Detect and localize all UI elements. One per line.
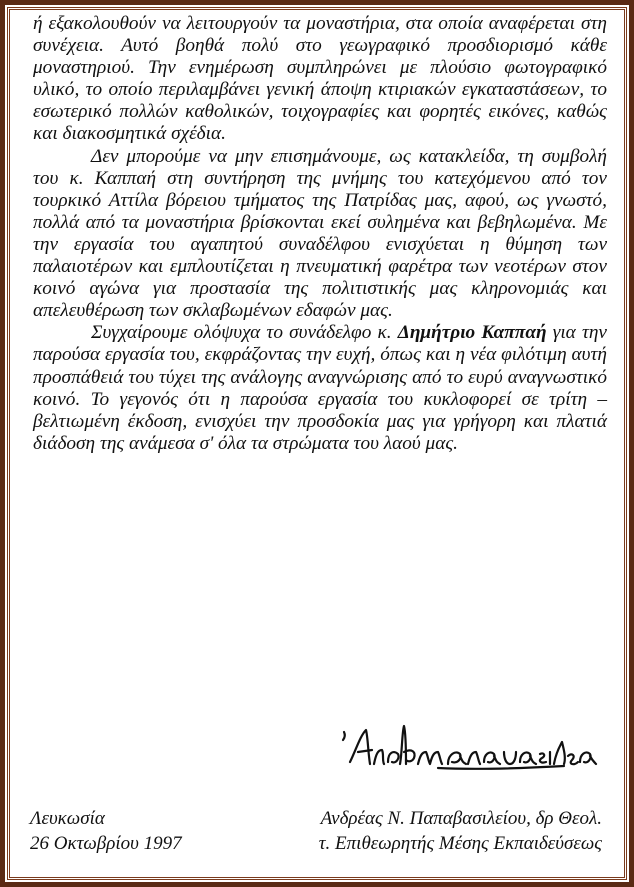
footer-place: Λευκωσία (30, 808, 105, 829)
footer-place-date (30, 806, 182, 856)
paragraph-3 (33, 322, 607, 455)
honoree-name: Δημήτριο Καππαή (397, 322, 547, 344)
handwritten-signature (338, 722, 600, 780)
paragraph-3-rest: για την παρούσα εργασία του, εκφράζοντας την ευχή, όπως και η νέα φιλότιμη αυτή προσπάθειά του τύχει της ανάλογης αναγνώρισης από το ευρύ αναγνωστικό κοινό. Το γεγονός ότι η παρούσα εργασία του κυκλοφορεί σε τρίτη – βελτιωμένη έκδοση, ενισχύει την προσδοκία μας για γρήγορη και πλατιά διάδοση της ανάμεσα σ' όλα τα στρώματα του λαού μας. (33, 322, 607, 454)
footer-author-block (319, 806, 602, 856)
paragraph-3-lead: Συγχαίρουμε ολόψυχα το συνάδελφο κ. (91, 322, 398, 344)
body-text (33, 13, 607, 455)
footer-author: Ανδρέας Ν. Παπαβασιλείου, δρ Θεολ. (320, 808, 602, 829)
footer-author-title: τ. Επιθεωρητής Μέσης Εκπαιδεύσεως (318, 833, 602, 854)
footer-date: 26 Οκτωβρίου 1997 (30, 833, 182, 854)
paragraph-2: Δεν μπορούμε να μην επισημάνουμε, ως κατακλείδα, τη συμβολή του κ. Καππαή στη συντήρηση της μνήμης του κατεχόμενου από τον τουρκικό Αττίλα βόρειου τμήματος της Πατρίδας μας, αφού, ως γνωστό, πολλά από τα μοναστήρια βρίσκονται εκεί συλημένα και βεβηλωμένα. Με την εργασία του αγαπητού συναδέλφου ενισχύεται η θύμηση των παλαιοτέρων και εμπλουτίζεται η πνευματική φαρέτρα των νεοτέρων στον κοινό αγώνα για προστασία της πολιτιστικής μας κληρονομιάς και απελευθέρωση των σκλαβωμένων εδαφών μας. (33, 145, 607, 322)
paragraph-1: ή εξακολουθούν να λειτουργούν τα μοναστήρια, στα οποία αναφέρεται στη συνέχεια. Αυτό βοηθά πολύ στο γεωγραφικό προσδιορισμό κάθε μοναστηριού. Την ενημέρωση συμπληρώνει με πλούσιο φωτογραφικό υλικό, το οποίο περιλαμβάνει γενική άποψη κτιριακών εγκαταστάσεων, το εσωτερικό πολλών καθολικών, τοιχογραφίες και φορητές εικόνες, καθώς και διακοσμητικά σχέδια. (33, 13, 607, 145)
